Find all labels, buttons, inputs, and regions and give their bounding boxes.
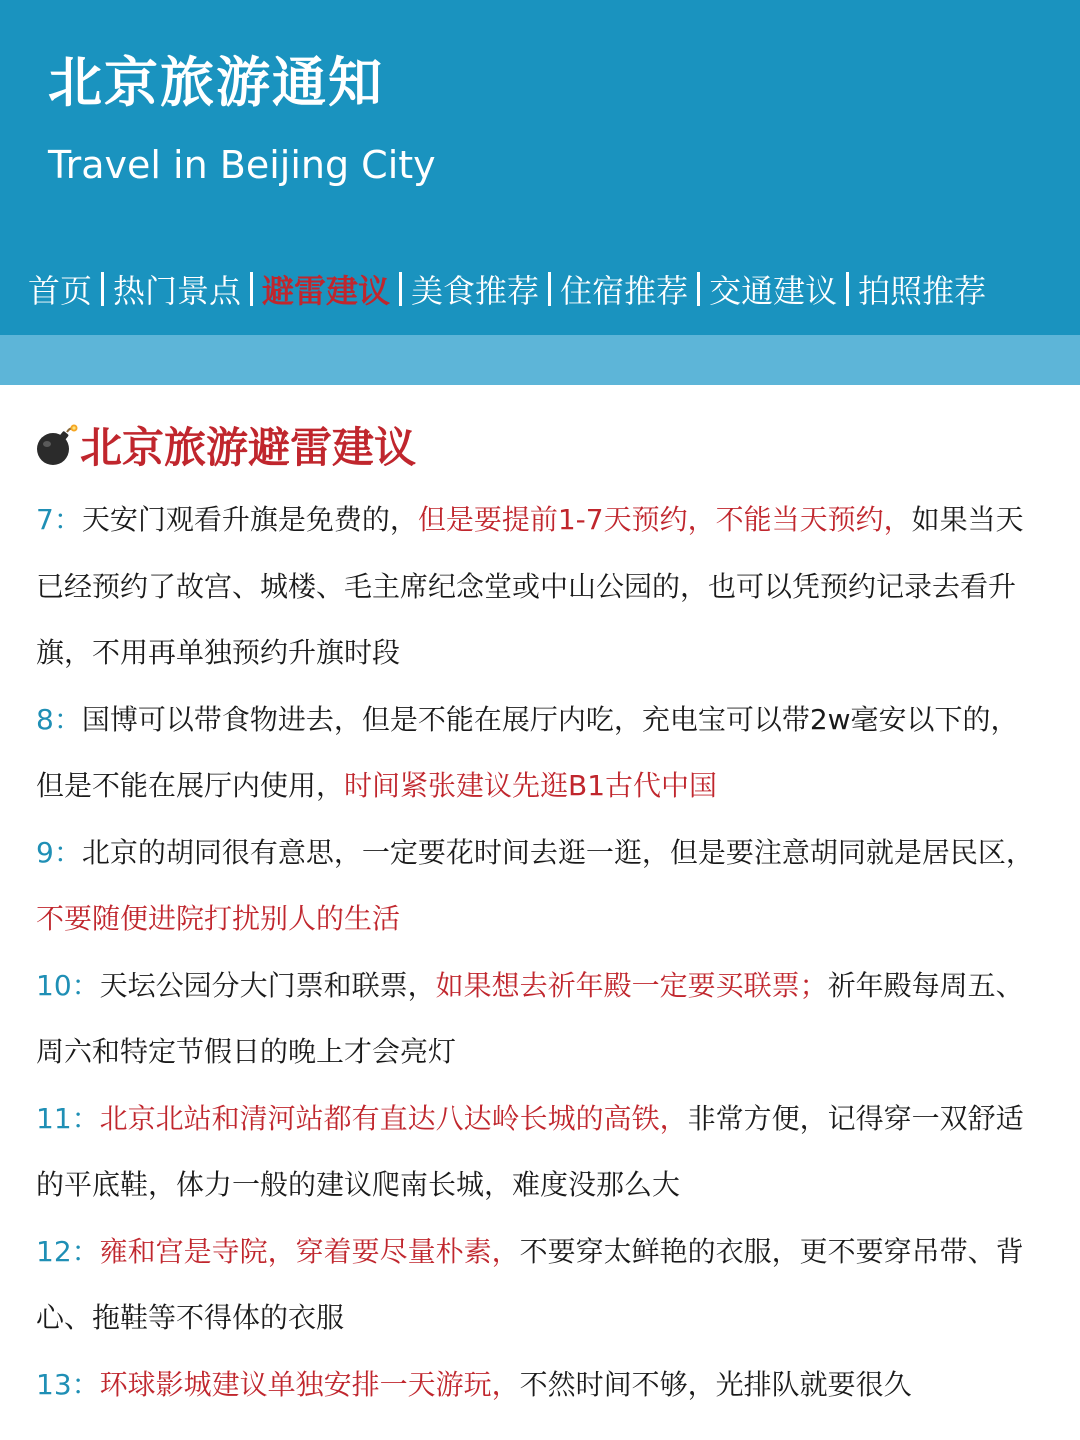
tip-number: 11： — [36, 1101, 100, 1135]
tip-highlight-text: 雍和宫是寺院，穿着要尽量朴素， — [99, 1234, 520, 1268]
tip-text: 不然时间不够，光排队就要很久 — [519, 1367, 912, 1401]
section-title-text: 北京旅游避雷建议 — [80, 423, 417, 472]
page-subtitle: Travel in Beijing City — [48, 143, 436, 187]
bomb-icon — [34, 423, 78, 467]
header-divider-strip — [0, 335, 1080, 385]
tip-highlight-text: 环球影城建议单独安排一天游玩， — [99, 1367, 520, 1401]
tip-text: 天坛公园分大门票和联票， — [99, 968, 436, 1002]
tip-highlight-text: 北京北站和清河站都有直达八达岭长城的高铁， — [99, 1101, 688, 1135]
tip-text: 天安门观看升旗是免费的， — [81, 503, 418, 536]
tip-number: 10： — [36, 968, 100, 1002]
tip-item — [36, 687, 1046, 820]
nav-item-home[interactable]: 首页 — [28, 272, 93, 310]
nav-separator — [846, 272, 849, 306]
tip-number: 7： — [36, 503, 82, 536]
tip-number: 12： — [36, 1234, 100, 1268]
tip-text: 北京的胡同很有意思，一定要花时间去逛一逛，但是要注意胡同就是居民区， — [81, 835, 1034, 869]
header-banner — [0, 0, 1080, 335]
tip-item — [36, 820, 1046, 953]
nav-separator — [548, 272, 551, 306]
nav-item-food[interactable]: 美食推荐 — [411, 272, 540, 310]
tip-item — [36, 487, 1046, 687]
tip-number: 8： — [36, 702, 82, 736]
tip-item — [36, 1352, 1046, 1419]
tip-number: 9： — [36, 835, 82, 869]
nav-separator — [101, 272, 104, 306]
tip-text: 国博可以带食物进去，但是不能在展厅内吃，充电宝可以带2w毫安以下的，但是不能在展厅内使用， — [36, 702, 1019, 802]
nav-item-pitfalls[interactable]: 避雷建议 — [262, 272, 391, 310]
tip-highlight-text: 时间紧张建议先逛B1古代中国 — [344, 769, 718, 802]
tip-text: 祈年殿每周五、周六和特定节假日的晚上才会亮灯 — [36, 968, 1024, 1068]
nav-item-photo[interactable]: 拍照推荐 — [858, 272, 987, 310]
tip-number: 13： — [36, 1367, 100, 1401]
section-heading — [34, 416, 416, 474]
tip-item — [36, 1086, 1046, 1219]
tip-text: 非常方便，记得穿一双舒适的平底鞋，体力一般的建议爬南长城，难度没那么大 — [36, 1101, 1024, 1201]
nav-item-lodging[interactable]: 住宿推荐 — [560, 272, 689, 310]
tip-item — [36, 1219, 1046, 1352]
nav-bar — [28, 266, 1073, 312]
nav-item-transport[interactable]: 交通建议 — [709, 272, 838, 310]
page-title: 北京旅游通知 — [48, 51, 384, 114]
nav-separator — [697, 272, 700, 306]
nav-item-attractions[interactable]: 热门景点 — [113, 272, 242, 310]
nav-separator — [399, 272, 402, 306]
tip-highlight-text: 不要随便进院打扰别人的生活 — [36, 902, 401, 935]
tip-text: 如果当天已经预约了故宫、城楼、毛主席纪念堂或中山公园的，也可以凭预约记录去看升旗，不用再单独预约升旗时段 — [36, 503, 1024, 669]
tip-text: 不要穿太鲜艳的衣服，更不要穿吊带、背心、拖鞋等不得体的衣服 — [36, 1234, 1024, 1334]
nav-separator — [250, 272, 253, 306]
tips-list — [36, 487, 1046, 1418]
tip-highlight-text: 如果想去祈年殿一定要买联票； — [435, 968, 828, 1002]
tip-item — [36, 953, 1046, 1086]
tip-highlight-text: 但是要提前1-7天预约，不能当天预约， — [417, 503, 912, 536]
